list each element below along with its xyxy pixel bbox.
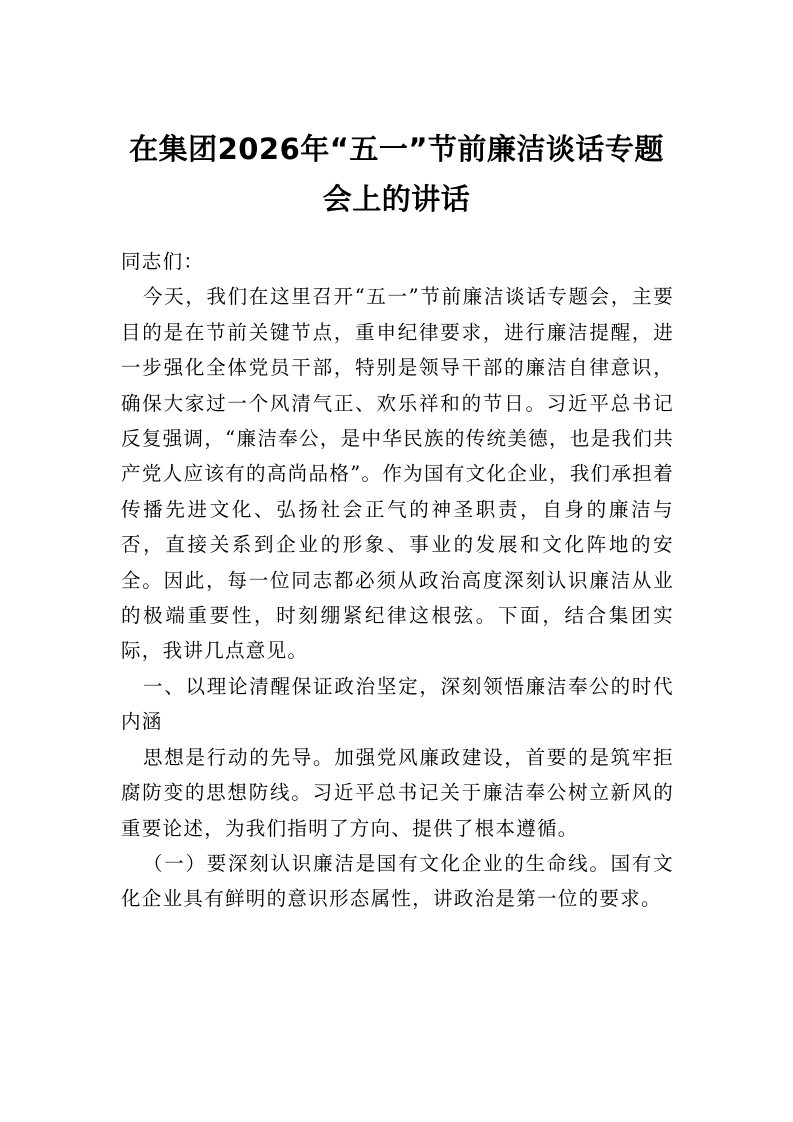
- document-body: [121, 244, 674, 917]
- paragraph-section-1: 思想是行动的先导。加强党风廉政建设，首要的是筑牢拒腐防变的思想防线。习近平总书记关于廉洁奉公树立新风的重要论述，为我们指明了方向、提供了根本遵循。: [121, 745, 674, 840]
- section-heading-1: 一、以理论清醒保证政治坚定，深刻领悟廉洁奉公的时代内涵: [121, 674, 674, 734]
- paragraph-intro: 今天，我们在这里召开“五一”节前廉洁谈话专题会，主要目的是在节前关键节点，重申纪律要求，进行廉洁提醒，进一步强化全体党员干部，特别是领导干部的廉洁自律意识，确保大家过一个风清气正、欢乐祥和的节日。习近平总书记反复强调，“廉洁奉公，是中华民族的传统美德，也是我们共产党人应该有的高尚品格”。作为国有文化企业，我们承担着传播先进文化、弘扬社会正气的神圣职责，自身的廉洁与否，直接关系到企业的形象、事业的发展和文化阵地的安全。因此，每一位同志都必须从政治高度深刻认识廉洁从业的极端重要性，时刻绷紧纪律这根弦。下面，结合集团实际，我讲几点意见。: [121, 285, 674, 663]
- title-line-2: 会上的讲话: [322, 182, 471, 216]
- document-title: [100, 124, 693, 224]
- title-line-1: 在集团2026年“五一”节前廉洁谈话专题: [129, 132, 664, 166]
- salutation: 同志们：: [121, 250, 205, 273]
- paragraph-subsection-1: （一）要深刻认识廉洁是国有文化企业的生命线。国有文化企业具有鲜明的意识形态属性，讲政治是第一位的要求。: [121, 851, 674, 911]
